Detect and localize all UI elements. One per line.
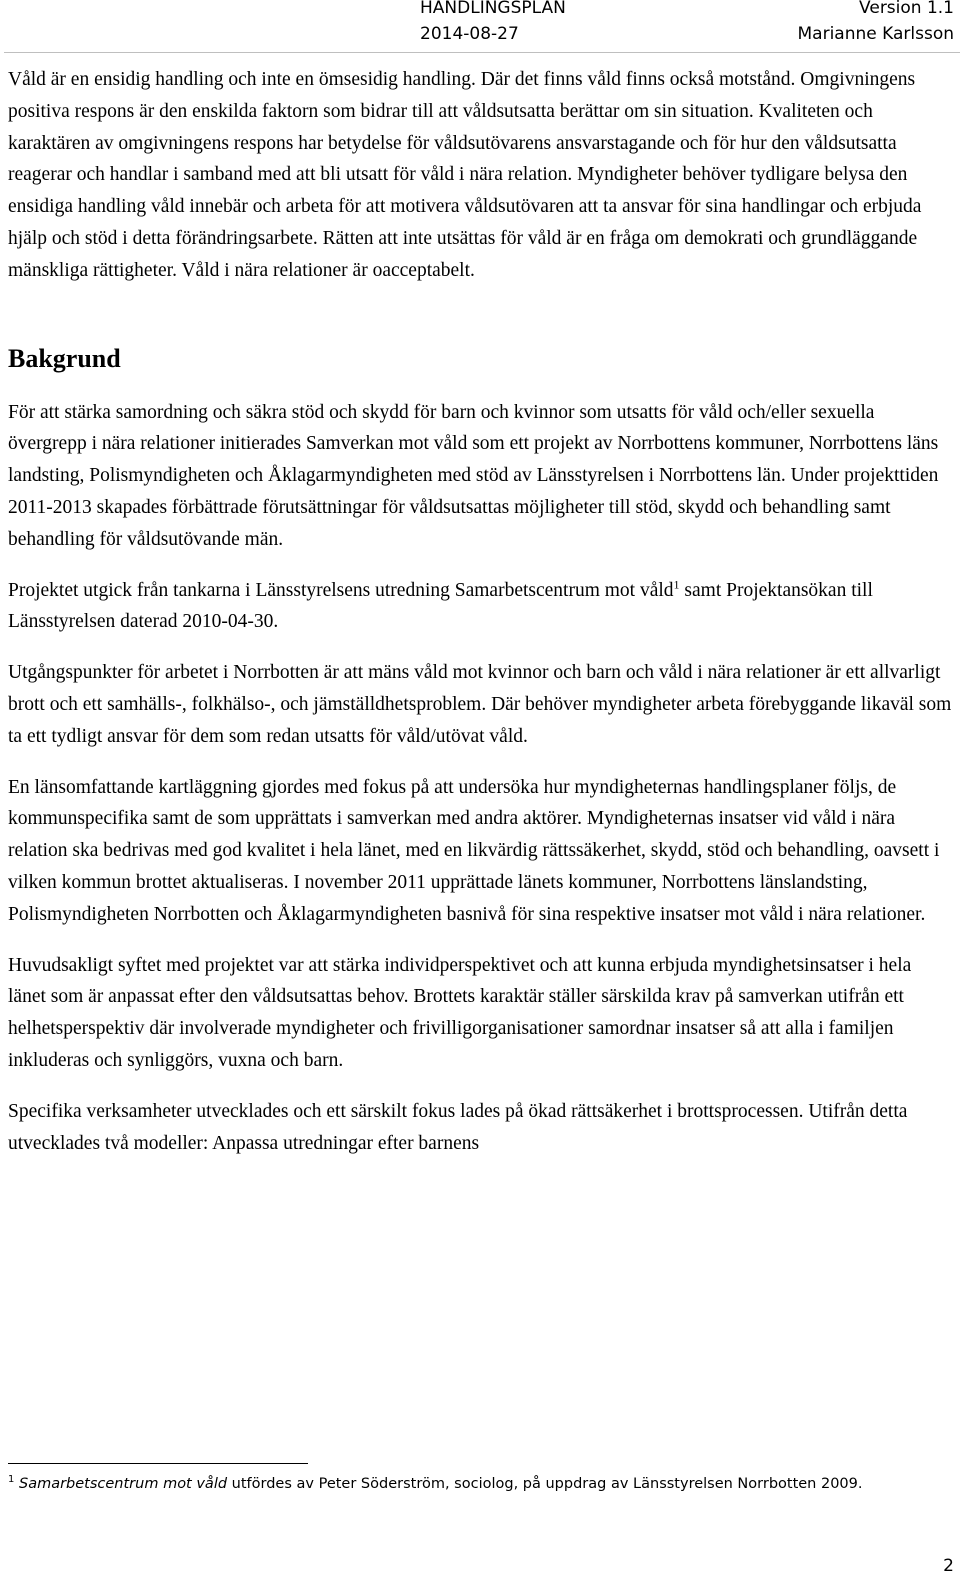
paragraph-2 — [8, 575, 952, 639]
document-date: 2014-08-27 — [420, 24, 519, 44]
footnote-title: Samarbetscentrum mot våld — [18, 1476, 228, 1492]
paragraph-2-end: samt Projektansökan till Länsstyrelsen daterad 2010-04-30. — [8, 579, 873, 633]
paragraph-2-start: Projektet utgick från tankarna i Länsstyrelsens utredning Samarbetscentrum mot våld — [8, 579, 674, 601]
footnote-number: 1 — [8, 1474, 15, 1486]
footnote — [8, 1472, 952, 1496]
page-number: 2 — [943, 1556, 954, 1576]
document-body — [8, 64, 952, 1178]
paragraph-3: Utgångspunkter för arbetet i Norrbotten är att mäns våld mot kvinnor och barn och våld i nära relationer är ett allvarligt brott och ett samhälls-, folkhälso-, och jämställdhetsproblem. Där behöver myndigheter arbeta förebyggande likaväl som ta ett tydligt ansvar för dem som redan utsatts för våld/utövat våld. — [8, 662, 952, 747]
paragraph-1: För att stärka samordning och säkra stöd och skydd för barn och kvinnor som utsatts för våld och/eller sexuella övergrepp i nära relationer initierades Samverkan mot våld som ett projekt av Norrbottens kommuner, Norrbottens läns landsting, Polismyndigheten och Åklagarmyndigheten med stöd av Länsstyrelsen i Norrbottens län. Under projekttiden 2011-2013 skapades förbättrade förutsättningar för våldsutsattas möjligheter till stöd, skydd och behandling samt behandling för våldsutövande män. — [8, 401, 939, 550]
intro-paragraph: Våld är en ensidig handling och inte en ömsesidig handling. Där det finns våld finns också motstånd. Omgivningens positiva respons är den enskilda faktorn som bidrar till att våldsutsatta berättar om sin situation. Kvaliteten och karaktären av omgivningens respons har betydelse för våldsutövarens ansvarstagande och för hur den våldsutsatta reagerar och handlar i samband med att bli utsatt för våld i nära relation. Myndigheter behöver tydligare belysa den ensidiga handling våld innebär och arbeta för att motivera våldsutövaren att ta ansvar för sina handlingar och erbjuda hjälp och stöd i detta förändringsarbete. Rätten att inte utsättas för våld är en fråga om demokrati och grundläggande mänskliga rättigheter. Våld i nära relationer är oacceptabelt. — [8, 69, 922, 281]
paragraph-6: Specifika verksamheter utvecklades och ett särskilt fokus lades på ökad rättsäkerhet i brottsprocessen. Utifrån detta utvecklades två modeller: Anpassa utredningar efter barnens — [8, 1100, 908, 1154]
section-heading: Bakgrund — [8, 343, 121, 373]
header-divider — [4, 52, 960, 53]
paragraph-4: En länsomfattande kartläggning gjordes med fokus på att undersöka hur myndigheternas handlingsplaner följs, de kommunspecifika samt de som upprättats i samverkan med andra aktörer. Myndigheternas insatser vid våld i nära relation ska bedrivas med god kvalitet i hela länet, med en likvärdig rättssäkerhet, skydd, stöd och behandling, oavsett i vilken kommun brottet aktualiseras. I november 2011 upprättade länets kommuner, Norrbottens länslandsting, Polismyndigheten Norrbotten och Åklagarmyndigheten basnivå för sina respektive insatser mot våld i nära relationer. — [8, 776, 940, 925]
document-type: HANDLINGSPLAN — [420, 0, 566, 18]
document-author: Marianne Karlsson — [797, 24, 954, 44]
paragraph-5: Huvudsakligt syftet med projektet var att stärka individperspektivet och att kunna erbjuda myndighetsinsatser i hela länet som är anpassat efter den våldsutsattas behov. Brottets karaktär ställer särskilda krav på samverkan utifrån ett helhetsperspektiv där involverade myndigheter och frivilligorganisationer samordnar insatser så att alla i familjen inkluderas och synliggörs, vuxna och barn. — [8, 954, 912, 1071]
page-header — [0, 0, 960, 56]
footnote-separator — [8, 1463, 308, 1464]
footnote-reference[interactable]: 1 — [673, 577, 680, 592]
footnote-text: utfördes av Peter Söderström, sociolog, på uppdrag av Länsstyrelsen Norrbotten 2009. — [227, 1476, 863, 1492]
document-version: Version 1.1 — [859, 0, 954, 18]
